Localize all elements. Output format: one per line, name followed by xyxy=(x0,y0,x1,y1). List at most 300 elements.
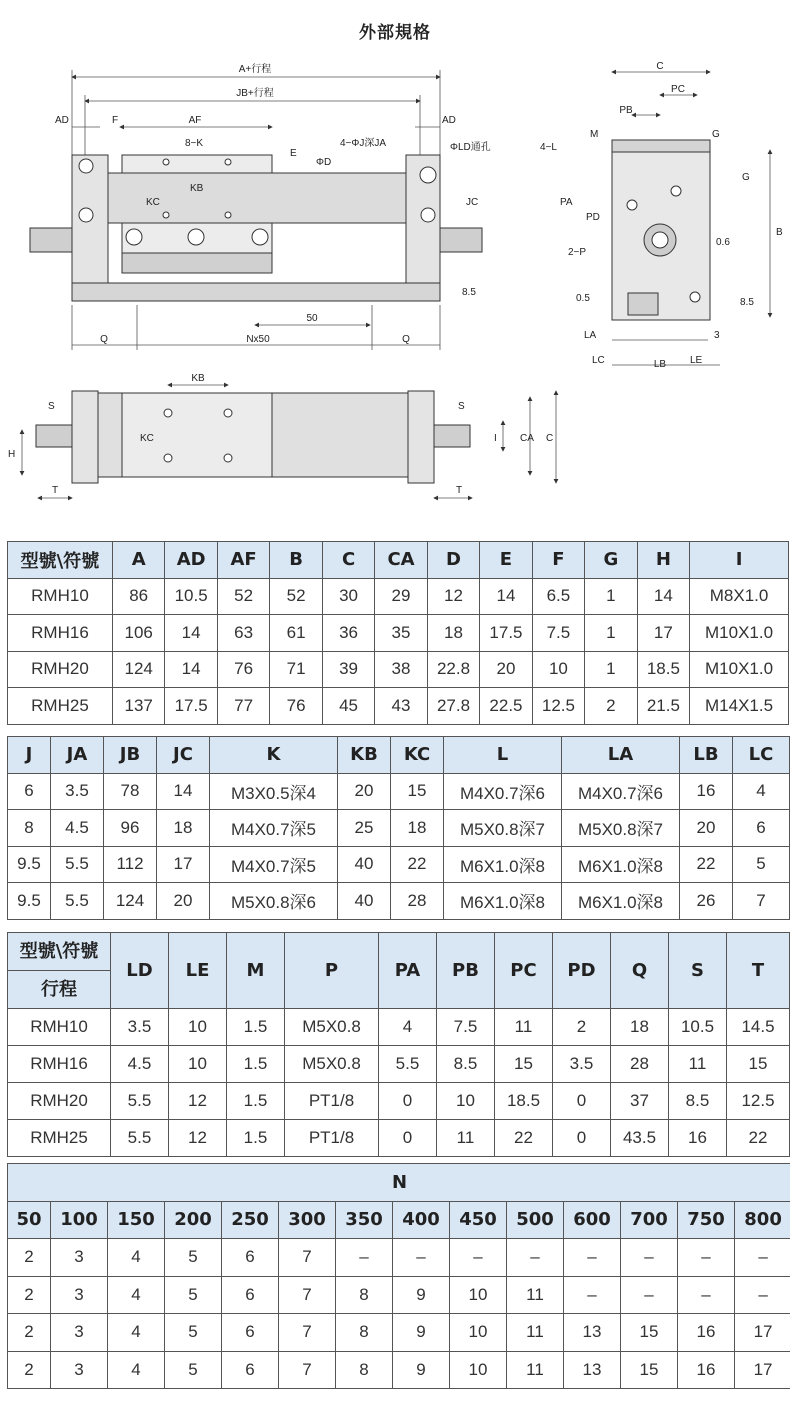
table-cell: 4.5 xyxy=(51,810,104,847)
header-cell: I xyxy=(690,542,789,579)
label-m: M xyxy=(590,129,599,140)
header-cell: G xyxy=(585,542,637,579)
table-cell: 28 xyxy=(391,883,444,920)
header-cell: KC xyxy=(391,737,444,774)
label-pa: PA xyxy=(560,197,573,208)
table-cell: 14.5 xyxy=(727,1009,790,1046)
table-cell: 9 xyxy=(393,1276,450,1314)
header-cell: LA xyxy=(562,737,680,774)
header-cell: LC xyxy=(733,737,790,774)
table-cell: RMH10 xyxy=(8,1009,111,1046)
label-k: 8−K xyxy=(185,138,204,149)
table-cell: 45 xyxy=(322,688,374,725)
table-cell: M3X0.5深4 xyxy=(210,773,338,810)
table-cell: RMH25 xyxy=(8,688,113,725)
table-cell: 7 xyxy=(279,1351,336,1389)
table-cell: 0 xyxy=(379,1083,437,1120)
table-body xyxy=(8,773,790,919)
table-cell: 5.5 xyxy=(51,883,104,920)
label-50: 50 xyxy=(306,313,318,324)
label-le: LE xyxy=(690,355,703,366)
table-cell: 40 xyxy=(338,883,391,920)
header-cell: 300 xyxy=(279,1201,336,1239)
label-85: 8.5 xyxy=(740,297,754,308)
table-cell: 77 xyxy=(217,688,269,725)
table-cell: 7 xyxy=(279,1314,336,1352)
table-cell: 7 xyxy=(279,1239,336,1277)
table-cell: 15 xyxy=(621,1351,678,1389)
table-cell: 14 xyxy=(157,773,210,810)
label-3: 3 xyxy=(714,330,720,341)
table-cell: 8 xyxy=(336,1276,393,1314)
header-cell: 750 xyxy=(678,1201,735,1239)
table-row xyxy=(8,1009,790,1046)
header-cell: PD xyxy=(553,933,611,1009)
table-cell: 63 xyxy=(217,615,269,652)
table-cell: 39 xyxy=(322,651,374,688)
table-cell: 9 xyxy=(393,1314,450,1352)
table-row xyxy=(8,1046,790,1083)
label-a-stroke: A+行程 xyxy=(238,64,272,75)
table-cell: 26 xyxy=(680,883,733,920)
table-cell: PT1/8 xyxy=(285,1120,379,1157)
table-cell: 3.5 xyxy=(111,1009,169,1046)
table-cell: 5 xyxy=(165,1314,222,1352)
table-cell: M4X0.7深6 xyxy=(444,773,562,810)
header-cell: 150 xyxy=(108,1201,165,1239)
table-cell: RMH16 xyxy=(8,615,113,652)
table-body xyxy=(8,1009,790,1157)
table-cell: RMH25 xyxy=(8,1120,111,1157)
table-cell: M4X0.7深5 xyxy=(210,810,338,847)
label-q-right: Q xyxy=(402,334,410,345)
label-kc-bottom: KC xyxy=(140,433,154,444)
technical-drawing xyxy=(0,55,790,520)
table-cell: 7.5 xyxy=(437,1009,495,1046)
table-cell: 9.5 xyxy=(8,883,51,920)
table-cell: 52 xyxy=(270,578,322,615)
table-cell: 18.5 xyxy=(495,1083,553,1120)
table-cell: RMH20 xyxy=(8,651,113,688)
table-cell: 12 xyxy=(169,1120,227,1157)
header-cell: J xyxy=(8,737,51,774)
label-phi-d: ΦD xyxy=(316,157,332,168)
table-cell: 10.5 xyxy=(165,578,217,615)
label-ad-right: AD xyxy=(442,115,456,126)
table-cell: 2 xyxy=(8,1314,51,1352)
table-cell: – xyxy=(735,1276,790,1314)
table-cell: 22 xyxy=(680,846,733,883)
page-title: 外部規格 xyxy=(359,23,431,43)
table-header-row xyxy=(8,737,790,774)
table-cell: 22.8 xyxy=(427,651,479,688)
table-cell: 6 xyxy=(222,1239,279,1277)
table-cell: 13 xyxy=(564,1351,621,1389)
table-cell: – xyxy=(393,1239,450,1277)
table-row xyxy=(8,688,789,725)
table-cell: 78 xyxy=(104,773,157,810)
table-cell: 4 xyxy=(108,1351,165,1389)
table-cell: 12 xyxy=(427,578,479,615)
table-row xyxy=(8,578,789,615)
label-t-right: T xyxy=(456,485,463,496)
table-cell: M4X0.7深5 xyxy=(210,846,338,883)
table-row xyxy=(8,651,789,688)
table-cell: 17 xyxy=(637,615,689,652)
header-cell: 型號\符號 xyxy=(8,542,113,579)
header-cell: 100 xyxy=(51,1201,108,1239)
table-cell: 5.5 xyxy=(379,1046,437,1083)
label-05: 0.5 xyxy=(576,293,590,304)
table-cell: 86 xyxy=(112,578,164,615)
table-cell: 2 xyxy=(8,1239,51,1277)
table-cell: 1.5 xyxy=(227,1009,285,1046)
table-cell: 4 xyxy=(108,1314,165,1352)
label-ca: CA xyxy=(520,433,534,444)
table-row xyxy=(8,1276,790,1314)
table-cell: 3.5 xyxy=(51,773,104,810)
header-cell: PC xyxy=(495,933,553,1009)
header-cell: 600 xyxy=(564,1201,621,1239)
table-cell: – xyxy=(450,1239,507,1277)
table-cell: – xyxy=(621,1239,678,1277)
table-cell: RMH20 xyxy=(8,1083,111,1120)
table-cell: 2 xyxy=(585,688,637,725)
label-lc: LC xyxy=(592,355,605,366)
table-cell: 22 xyxy=(727,1120,790,1157)
table-cell: 20 xyxy=(157,883,210,920)
table-cell: 14 xyxy=(637,578,689,615)
table-cell: 38 xyxy=(375,651,427,688)
table-cell: 1 xyxy=(585,615,637,652)
table-cell: 11 xyxy=(495,1009,553,1046)
label-t-left: T xyxy=(52,485,59,496)
label-lb: LB xyxy=(653,359,667,370)
header-cell: 450 xyxy=(450,1201,507,1239)
table-cell: M14X1.5 xyxy=(690,688,789,725)
spec-table-2 xyxy=(7,736,790,920)
table-cell: 5.5 xyxy=(51,846,104,883)
label-s-right: S xyxy=(458,401,465,412)
table-cell: M10X1.0 xyxy=(690,651,789,688)
table-cell: 7 xyxy=(279,1276,336,1314)
table-cell: 71 xyxy=(270,651,322,688)
table-cell: 15 xyxy=(727,1046,790,1083)
header-corner-top: 型號\符號 xyxy=(19,941,99,962)
table-row xyxy=(8,846,790,883)
label-06: 0.6 xyxy=(716,237,730,248)
label-s-left: S xyxy=(48,401,55,412)
label-c-bottom: C xyxy=(546,433,554,444)
table-cell: 10 xyxy=(450,1351,507,1389)
header-cell: D xyxy=(427,542,479,579)
table-cell: 9 xyxy=(393,1351,450,1389)
table-cell: M5X0.8 xyxy=(285,1046,379,1083)
table-cell: 20 xyxy=(480,651,532,688)
table-cell: 6 xyxy=(222,1276,279,1314)
table-cell: 1.5 xyxy=(227,1120,285,1157)
table-cell: 5.5 xyxy=(111,1120,169,1157)
table-cell: 43.5 xyxy=(611,1120,669,1157)
table-row xyxy=(8,1239,790,1277)
label-pb: PB xyxy=(619,105,633,116)
table-cell: 3 xyxy=(51,1351,108,1389)
table-cell: 18 xyxy=(611,1009,669,1046)
header-cell: 350 xyxy=(336,1201,393,1239)
table-cell: 16 xyxy=(678,1314,735,1352)
table-cell: M6X1.0深8 xyxy=(562,846,680,883)
table-cell: 4 xyxy=(108,1276,165,1314)
table-cell: 2 xyxy=(8,1276,51,1314)
table-cell: 0 xyxy=(553,1083,611,1120)
table-cell: – xyxy=(564,1276,621,1314)
table-cell: M5X0.8深7 xyxy=(562,810,680,847)
label-jc: JC xyxy=(466,197,479,208)
label-jb-stroke: JB+行程 xyxy=(236,88,274,99)
table-cell: 6 xyxy=(8,773,51,810)
table-cell: – xyxy=(621,1276,678,1314)
table-cell: 25 xyxy=(338,810,391,847)
table-cell: 22 xyxy=(495,1120,553,1157)
header-cell: CA xyxy=(375,542,427,579)
table-cell: 5 xyxy=(165,1276,222,1314)
table-cell: 20 xyxy=(338,773,391,810)
table-cell: 10.5 xyxy=(669,1009,727,1046)
table-cell: 12 xyxy=(169,1083,227,1120)
table-cell: 2 xyxy=(8,1351,51,1389)
table-cell: 36 xyxy=(322,615,374,652)
label-p: 2−P xyxy=(568,247,587,258)
table-cell: 18 xyxy=(391,810,444,847)
label-g: G xyxy=(712,129,720,140)
table-cell: 6 xyxy=(222,1351,279,1389)
table-cell: 17 xyxy=(735,1351,790,1389)
table-cell: 137 xyxy=(112,688,164,725)
table-cell: – xyxy=(678,1239,735,1277)
table-cell: 96 xyxy=(104,810,157,847)
table-row xyxy=(8,883,790,920)
table-cell: 3 xyxy=(51,1276,108,1314)
table-cell: 7.5 xyxy=(532,615,584,652)
table-cell: 40 xyxy=(338,846,391,883)
header-cell: PB xyxy=(437,933,495,1009)
table-row xyxy=(8,773,790,810)
table-group-header-row xyxy=(8,1164,790,1202)
header-cell: P xyxy=(285,933,379,1009)
header-cell: E xyxy=(480,542,532,579)
table-cell: 27.8 xyxy=(427,688,479,725)
table-cell: M10X1.0 xyxy=(690,615,789,652)
table-cell: 10 xyxy=(169,1009,227,1046)
label-pd: PD xyxy=(586,212,600,223)
label-la: LA xyxy=(584,330,597,341)
table-cell: 10 xyxy=(169,1046,227,1083)
header-cell: 800 xyxy=(735,1201,790,1239)
table-cell: M4X0.7深6 xyxy=(562,773,680,810)
label-q-left: Q xyxy=(100,334,108,345)
header-cell: LB xyxy=(680,737,733,774)
spec-table-3 xyxy=(7,932,790,1157)
table-cell: – xyxy=(336,1239,393,1277)
table-header-row xyxy=(8,542,789,579)
table-cell: 43 xyxy=(375,688,427,725)
table-cell: M5X0.8深7 xyxy=(444,810,562,847)
table-cell: 16 xyxy=(680,773,733,810)
table-cell: 17.5 xyxy=(480,615,532,652)
table-cell: 29 xyxy=(375,578,427,615)
table-cell: 4 xyxy=(733,773,790,810)
label-f: F xyxy=(112,115,119,126)
table-cell: 16 xyxy=(678,1351,735,1389)
table-body xyxy=(8,578,789,724)
table-cell: 13 xyxy=(564,1314,621,1352)
label-ad-left: AD xyxy=(55,115,69,126)
header-cell: 200 xyxy=(165,1201,222,1239)
header-cell: B xyxy=(270,542,322,579)
table-cell: 4.5 xyxy=(111,1046,169,1083)
table-cell: 61 xyxy=(270,615,322,652)
table-cell: 11 xyxy=(437,1120,495,1157)
table-row xyxy=(8,615,789,652)
table-cell: 3.5 xyxy=(553,1046,611,1083)
table-cell: M5X0.8深6 xyxy=(210,883,338,920)
label-l: 4−L xyxy=(540,142,557,153)
table-cell: 1.5 xyxy=(227,1083,285,1120)
table-cell: M6X1.0深8 xyxy=(444,883,562,920)
table-cell: 17.5 xyxy=(165,688,217,725)
table-cell: 37 xyxy=(611,1083,669,1120)
header-cell: T xyxy=(727,933,790,1009)
label-g-side: G xyxy=(742,172,750,183)
header-cell: LD xyxy=(111,933,169,1009)
table-cell: 76 xyxy=(217,651,269,688)
table-cell: 0 xyxy=(379,1120,437,1157)
table-cell: 30 xyxy=(322,578,374,615)
header-cell: JC xyxy=(157,737,210,774)
table-cell: 10 xyxy=(450,1314,507,1352)
table-cell: 14 xyxy=(165,651,217,688)
table-cell: 3 xyxy=(51,1239,108,1277)
table-cell: 20 xyxy=(680,810,733,847)
header-cell: L xyxy=(444,737,562,774)
header-cell: H xyxy=(637,542,689,579)
label-kb: KB xyxy=(190,183,204,194)
table-cell: 1 xyxy=(585,578,637,615)
table-cell: 6.5 xyxy=(532,578,584,615)
label-kc: KC xyxy=(146,197,160,208)
table-cell: 22.5 xyxy=(480,688,532,725)
header-cell: 700 xyxy=(621,1201,678,1239)
label-e: E xyxy=(290,148,297,159)
table-cell: 8.5 xyxy=(437,1046,495,1083)
header-cell: JA xyxy=(51,737,104,774)
table-cell: 8 xyxy=(8,810,51,847)
spec-table-4 xyxy=(7,1163,790,1389)
table-cell: 1.5 xyxy=(227,1046,285,1083)
label-c: C xyxy=(656,61,664,72)
table-cell: 1 xyxy=(585,651,637,688)
label-nx50: Nx50 xyxy=(246,334,270,345)
table-cell: – xyxy=(735,1239,790,1277)
table-cell: M6X1.0深8 xyxy=(562,883,680,920)
table-cell: 22 xyxy=(391,846,444,883)
table-cell: 3 xyxy=(51,1314,108,1352)
table-cell: – xyxy=(507,1239,564,1277)
table-cell: 10 xyxy=(450,1276,507,1314)
table-cell: 35 xyxy=(375,615,427,652)
table-cell: 28 xyxy=(611,1046,669,1083)
table-row xyxy=(8,1120,790,1157)
table-row xyxy=(8,810,790,847)
table-row xyxy=(8,1351,790,1389)
header-corner-cell xyxy=(8,933,111,1009)
table-cell: – xyxy=(678,1276,735,1314)
table-cell: M8X1.0 xyxy=(690,578,789,615)
table-cell: 6 xyxy=(733,810,790,847)
label-af: AF xyxy=(188,115,202,126)
table-cell: 11 xyxy=(507,1351,564,1389)
table-cell: 14 xyxy=(165,615,217,652)
table-cell: 6 xyxy=(222,1314,279,1352)
label-kb-bottom: KB xyxy=(191,373,205,384)
table-cell: 11 xyxy=(669,1046,727,1083)
table-cell: 5 xyxy=(733,846,790,883)
table-cell: 2 xyxy=(553,1009,611,1046)
table-cell: 5 xyxy=(165,1239,222,1277)
table-cell: 5.5 xyxy=(111,1083,169,1120)
label-j-ja: 4−ΦJ深JA xyxy=(340,138,387,149)
table-cell: 15 xyxy=(495,1046,553,1083)
table-cell: 106 xyxy=(112,615,164,652)
header-cell: C xyxy=(322,542,374,579)
table-cell: 0 xyxy=(553,1120,611,1157)
table-header-row xyxy=(8,933,790,1009)
table-cell: 5 xyxy=(165,1351,222,1389)
table-cell: 21.5 xyxy=(637,688,689,725)
table-cell: 12.5 xyxy=(532,688,584,725)
table-cell: 16 xyxy=(669,1120,727,1157)
header-cell: LE xyxy=(169,933,227,1009)
table-cell: 11 xyxy=(507,1276,564,1314)
table-cell: 124 xyxy=(104,883,157,920)
table-row xyxy=(8,1314,790,1352)
spec-table-1 xyxy=(7,541,789,725)
header-cell: KB xyxy=(338,737,391,774)
table-cell: 10 xyxy=(532,651,584,688)
table-cell: 18.5 xyxy=(637,651,689,688)
label-pc: PC xyxy=(671,84,685,95)
table-row xyxy=(8,1083,790,1120)
table-cell: 112 xyxy=(104,846,157,883)
label-b: B xyxy=(776,227,783,238)
table-cell: 8.5 xyxy=(669,1083,727,1120)
table-cell: 124 xyxy=(112,651,164,688)
header-cell: AF xyxy=(217,542,269,579)
header-cell: F xyxy=(532,542,584,579)
table-cell: 7 xyxy=(733,883,790,920)
table-cell: PT1/8 xyxy=(285,1083,379,1120)
table-cell: 12.5 xyxy=(727,1083,790,1120)
header-cell: PA xyxy=(379,933,437,1009)
table-cell: 4 xyxy=(108,1239,165,1277)
header-cell: S xyxy=(669,933,727,1009)
table-cell: M5X0.8 xyxy=(285,1009,379,1046)
label-i: I xyxy=(494,433,497,444)
header-cell: K xyxy=(210,737,338,774)
table-cell: 4 xyxy=(379,1009,437,1046)
table-cell: M6X1.0深8 xyxy=(444,846,562,883)
table-cell: – xyxy=(564,1239,621,1277)
